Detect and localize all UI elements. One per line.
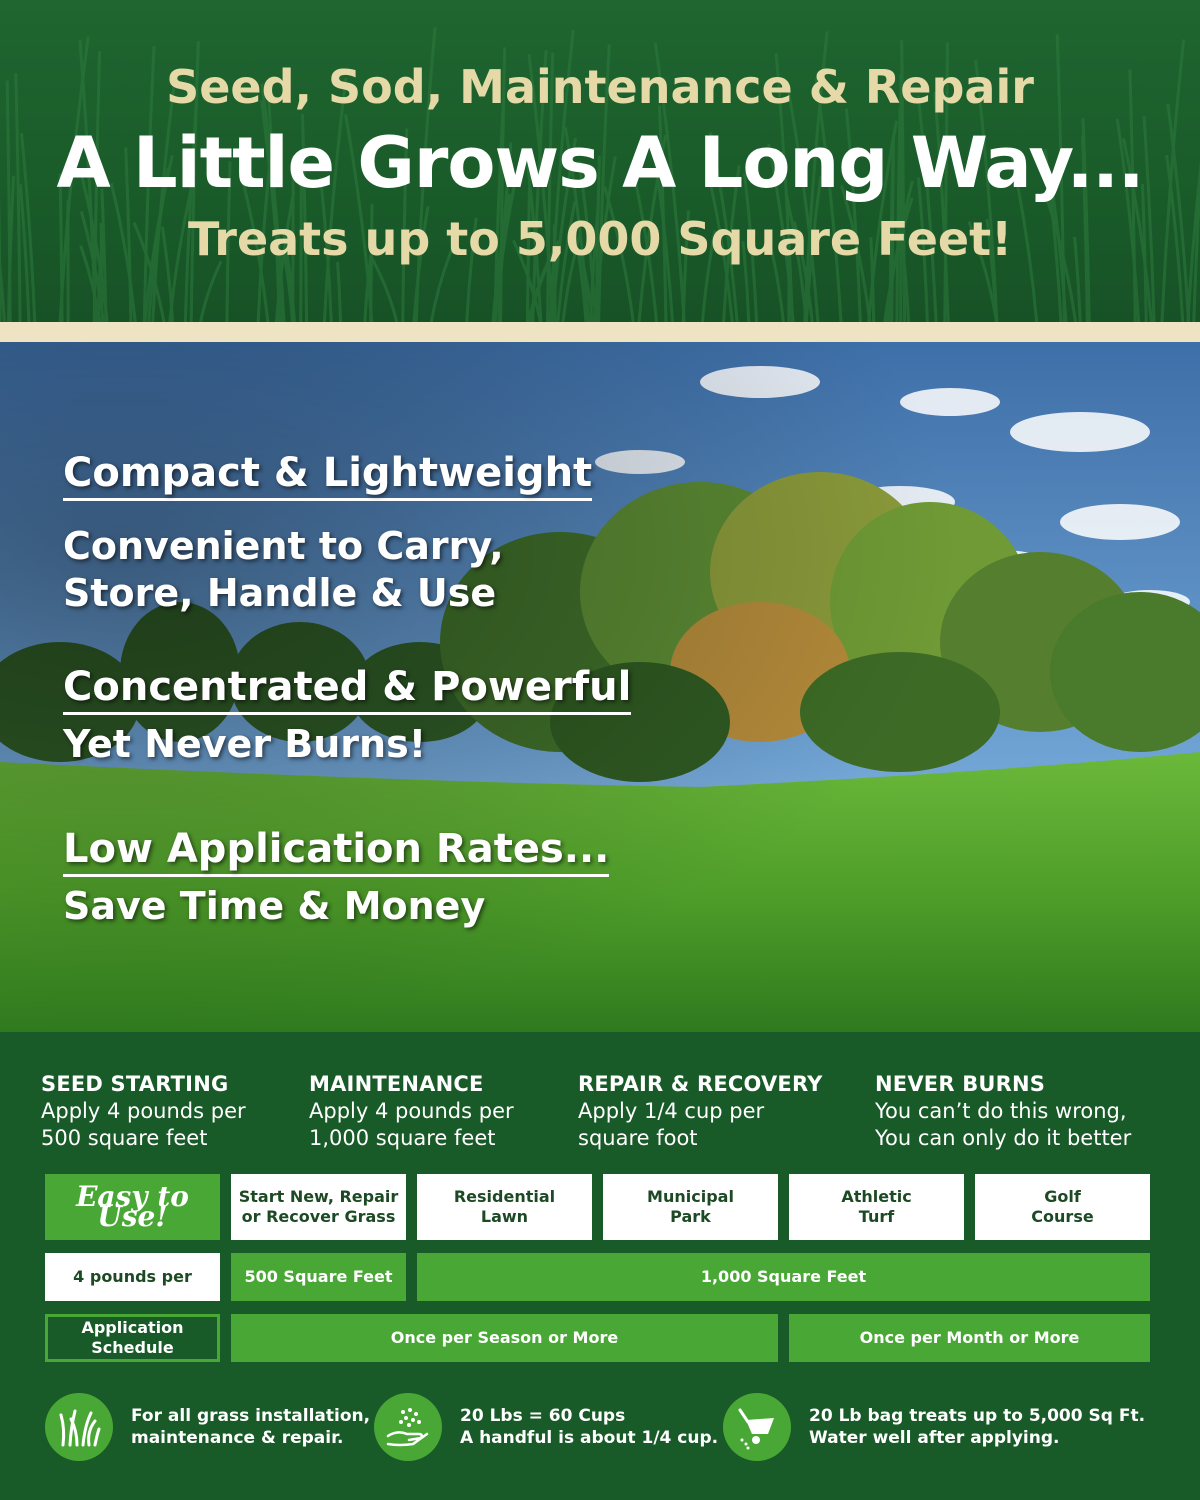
park-scene-image	[0, 342, 1200, 1032]
header-banner	[0, 0, 1200, 322]
grass-icon	[45, 1393, 113, 1461]
info-text-line1: Apply 1/4 cup per	[578, 1099, 765, 1123]
info-never-burns	[875, 1072, 1131, 1152]
column-header-start-new	[231, 1174, 406, 1240]
column-header-line1: Start New, Repair	[238, 1187, 399, 1206]
schedule-season: Once per Season or More	[231, 1314, 778, 1362]
footer-line1: For all grass installation,	[131, 1406, 371, 1426]
feature-compact-desc	[63, 523, 592, 617]
feature-compact-title: Compact & Lightweight	[63, 450, 592, 501]
column-header-line1: Athletic	[841, 1187, 912, 1206]
column-header-line2: Park	[670, 1207, 711, 1226]
footer-text	[131, 1405, 370, 1449]
info-heading: NEVER BURNS	[875, 1072, 1046, 1096]
info-heading: MAINTENANCE	[309, 1072, 484, 1096]
schedule-label-line1: Application	[81, 1318, 184, 1337]
info-text-line1: Apply 4 pounds per	[309, 1099, 514, 1123]
feature-low-rates-desc: Save Time & Money	[63, 884, 486, 928]
grass-blade	[201, 261, 221, 322]
schedule-label	[45, 1314, 220, 1362]
column-header-athletic-turf	[789, 1174, 964, 1240]
info-maintenance	[309, 1072, 514, 1152]
column-header-line2: or Recover Grass	[241, 1207, 396, 1226]
column-header-residential-lawn	[417, 1174, 592, 1240]
divider-stripe	[0, 322, 1200, 342]
feature-concentrated-title: Concentrated & Powerful	[63, 664, 631, 715]
schedule-label-line2: Schedule	[91, 1338, 174, 1357]
hand-seeds-icon	[374, 1393, 442, 1461]
info-text-line2: square foot	[578, 1126, 698, 1150]
info-heading: REPAIR & RECOVERY	[578, 1072, 823, 1096]
feature-compact	[63, 450, 592, 617]
info-repair-recovery	[578, 1072, 823, 1152]
info-seed-starting	[41, 1072, 246, 1152]
header-subtitle-bottom: Treats up to 5,000 Square Feet!	[187, 212, 1013, 266]
column-header-line2: Lawn	[480, 1207, 529, 1226]
feature-low-rates	[63, 826, 609, 930]
column-header-municipal-park	[603, 1174, 778, 1240]
footer-cups-info	[374, 1392, 718, 1462]
footer-line1: 20 Lb bag treats up to 5,000 Sq Ft.	[809, 1406, 1146, 1426]
info-text-line2: 500 square feet	[41, 1126, 208, 1150]
column-header-line2: Course	[1031, 1207, 1094, 1226]
footer-text	[460, 1405, 718, 1449]
spreader-icon	[723, 1393, 791, 1461]
info-text-line2: 1,000 square feet	[309, 1126, 496, 1150]
footer-line2: maintenance & repair.	[131, 1428, 344, 1448]
schedule-month: Once per Month or More	[789, 1314, 1150, 1362]
column-header-line1: Golf	[1044, 1187, 1081, 1206]
header-subtitle-top: Seed, Sod, Maintenance & Repair	[166, 60, 1034, 114]
footer-text	[809, 1405, 1145, 1449]
column-header-line2: Turf	[858, 1207, 895, 1226]
column-header-golf-course	[975, 1174, 1150, 1240]
info-heading: SEED STARTING	[41, 1072, 229, 1096]
grass-blade	[338, 262, 341, 322]
rate-label: 4 pounds per	[45, 1253, 220, 1301]
footer-bag-info	[723, 1392, 1145, 1462]
usage-info-panel	[0, 1032, 1200, 1500]
info-text-line1: Apply 4 pounds per	[41, 1099, 246, 1123]
info-text-line2: You can only do it better	[875, 1126, 1132, 1150]
feature-low-rates-title: Low Application Rates...	[63, 826, 609, 877]
column-header-line1: Residential	[453, 1187, 556, 1206]
feature-concentrated-desc: Yet Never Burns!	[63, 722, 427, 766]
footer-line2: Water well after applying.	[809, 1428, 1060, 1448]
feature-compact-desc-line2: Store, Handle & Use	[63, 571, 497, 615]
footer-grass-info	[45, 1392, 370, 1462]
footer-line1: 20 Lbs = 60 Cups	[460, 1406, 626, 1426]
rate-1000-sqft: 1,000 Square Feet	[417, 1253, 1150, 1301]
easy-to-use-badge: Easy to Use!	[45, 1174, 220, 1240]
feature-concentrated	[63, 664, 631, 768]
footer-line2: A handful is about 1/4 cup.	[460, 1428, 719, 1448]
info-text-line1: You can’t do this wrong,	[875, 1099, 1127, 1123]
feature-compact-desc-line1: Convenient to Carry,	[63, 524, 504, 568]
column-header-line1: Municipal	[647, 1187, 734, 1206]
rate-500-sqft: 500 Square Feet	[231, 1253, 406, 1301]
page-title: A Little Grows A Long Way...	[56, 122, 1144, 204]
